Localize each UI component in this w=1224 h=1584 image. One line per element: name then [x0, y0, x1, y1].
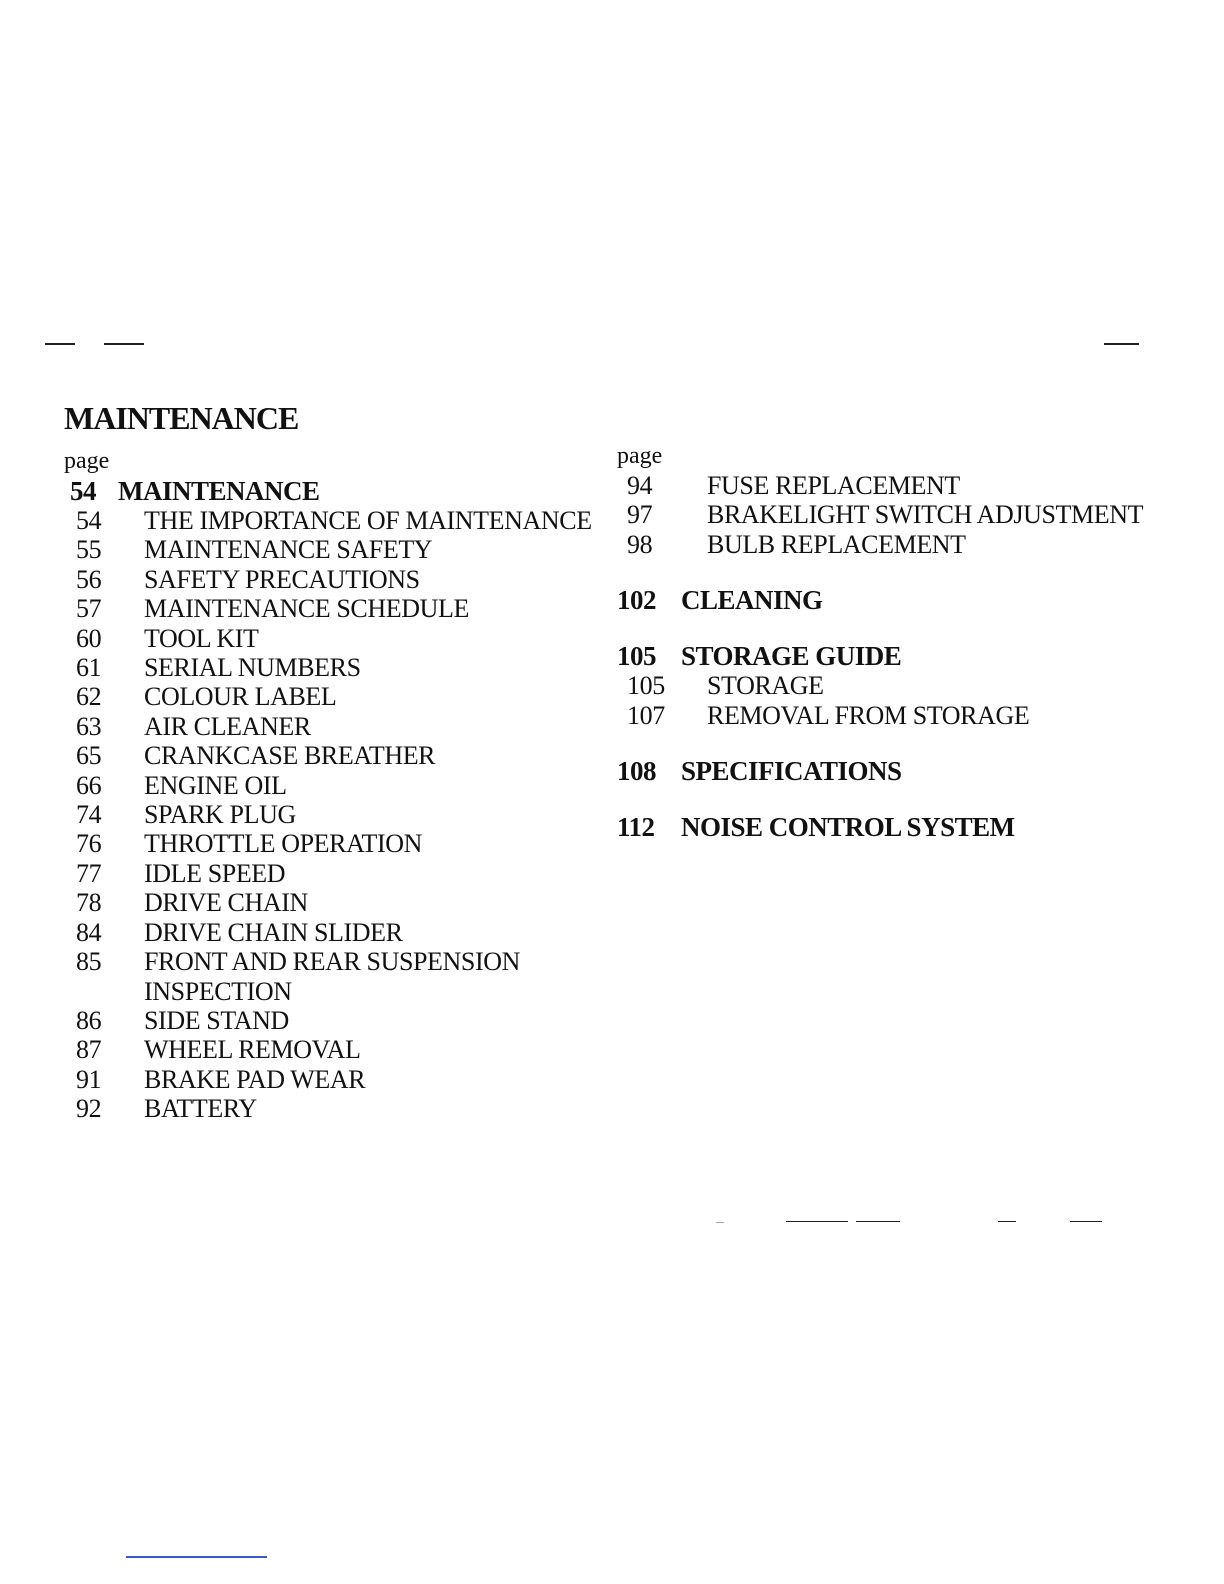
- toc-entry[interactable]: [64, 506, 604, 535]
- toc-page-number: 61: [76, 653, 102, 683]
- toc-page-number: 66: [76, 770, 102, 800]
- toc-entry[interactable]: [64, 1094, 604, 1123]
- toc-page-number: 60: [76, 623, 102, 653]
- toc-page-number: 62: [76, 682, 102, 712]
- toc-page-number: 102: [617, 585, 656, 616]
- toc-entry-title: FUSE REPLACEMENT: [707, 471, 960, 500]
- toc-entry-title: THROTTLE OPERATION: [144, 829, 423, 859]
- toc-right-column: [617, 443, 1177, 842]
- toc-entry-title: DRIVE CHAIN SLIDER: [144, 917, 403, 947]
- toc-entry[interactable]: [617, 671, 1177, 700]
- toc-page-number: 94: [627, 471, 653, 500]
- top-rule-right: [1104, 343, 1139, 345]
- toc-page-number: 107: [627, 700, 665, 730]
- toc-section-heading[interactable]: [617, 641, 1177, 671]
- toc-entry[interactable]: [617, 471, 1177, 500]
- toc-entry[interactable]: [64, 1065, 604, 1094]
- toc-page-number: 84: [76, 917, 102, 947]
- top-rule-left-1: [45, 343, 75, 345]
- toc-page-number: 76: [76, 829, 102, 859]
- toc-entry-title: BRAKE PAD WEAR: [144, 1064, 366, 1094]
- toc-section-title: STORAGE GUIDE: [681, 641, 902, 672]
- toc-entry-title: COLOUR LABEL: [144, 682, 337, 712]
- toc-page-number: 65: [76, 741, 102, 771]
- toc-entry-list: [617, 671, 1177, 730]
- toc-section-heading[interactable]: [64, 476, 604, 506]
- toc-page-number: 55: [76, 535, 102, 565]
- toc-entry[interactable]: [64, 535, 604, 564]
- toc-page-number: 105: [617, 641, 656, 672]
- toc-entry-title: DRIVE CHAIN: [144, 888, 308, 918]
- toc-entry[interactable]: [64, 829, 604, 858]
- toc-page-number: 86: [76, 1005, 102, 1035]
- toc-entry-title: SPARK PLUG: [144, 800, 296, 830]
- toc-page-number: 56: [76, 564, 102, 594]
- toc-section-title: SPECIFICATIONS: [681, 756, 902, 787]
- toc-page-number: 92: [76, 1094, 102, 1124]
- toc-entry-title: BATTERY: [144, 1094, 257, 1124]
- toc-entry-title: STORAGE: [707, 671, 824, 701]
- toc-entry[interactable]: [64, 800, 604, 829]
- bottom-rule-5: [1070, 1221, 1102, 1222]
- top-rule-left-2: [104, 343, 144, 345]
- toc-page-number: 91: [76, 1064, 102, 1094]
- toc-entry-title: BRAKELIGHT SWITCH ADJUSTMENT: [707, 500, 1144, 530]
- toc-page-number: 54: [70, 476, 96, 506]
- toc-left-column: [64, 448, 604, 1124]
- bottom-rule-4: [998, 1221, 1016, 1222]
- toc-entry-title: SAFETY PRECAUTIONS: [144, 564, 420, 594]
- toc-entry-title: AIR CLEANER: [144, 711, 311, 741]
- page-column-label: page: [617, 443, 663, 469]
- footer-blue-line: [126, 1556, 267, 1558]
- toc-entry[interactable]: [64, 918, 604, 947]
- toc-entry[interactable]: [64, 859, 604, 888]
- toc-entry[interactable]: [64, 624, 604, 653]
- toc-entry[interactable]: [64, 653, 604, 682]
- toc-entry[interactable]: [64, 594, 604, 623]
- toc-section-title: NOISE CONTROL SYSTEM: [681, 812, 1015, 843]
- toc-section-heading[interactable]: [617, 812, 1177, 842]
- toc-entry[interactable]: [64, 565, 604, 594]
- toc-entry-title: MAINTENANCE SAFETY: [144, 535, 433, 565]
- toc-section-title: MAINTENANCE: [118, 476, 320, 506]
- toc-entry[interactable]: [64, 771, 604, 800]
- page-title: MAINTENANCE: [64, 400, 299, 436]
- toc-page-number: 87: [76, 1035, 102, 1065]
- toc-section-heading[interactable]: [617, 756, 1177, 786]
- toc-entry-title: MAINTENANCE SCHEDULE: [144, 594, 469, 624]
- toc-page-number: 74: [76, 800, 102, 830]
- toc-page-number: 77: [76, 858, 102, 888]
- toc-page-number: 57: [76, 594, 102, 624]
- toc-entry-title: WHEEL REMOVAL: [144, 1035, 361, 1065]
- toc-entry-title: IDLE SPEED: [144, 858, 286, 888]
- toc-entry-title: ENGINE OIL: [144, 770, 287, 800]
- bottom-rule-1: [716, 1222, 724, 1223]
- toc-page-number: 85: [76, 947, 102, 977]
- toc-entry-title: BULB REPLACEMENT: [707, 529, 966, 559]
- toc-entry-title: THE IMPORTANCE OF MAINTENANCE: [144, 506, 592, 535]
- toc-page-number: 105: [627, 671, 665, 701]
- toc-entry-title: TOOL KIT: [144, 623, 259, 653]
- toc-entry-title: REMOVAL FROM STORAGE: [707, 700, 1030, 730]
- toc-page-number: 108: [617, 756, 656, 787]
- toc-page-number: 98: [627, 529, 653, 559]
- toc-section-title: CLEANING: [681, 585, 823, 616]
- toc-entry-title: FRONT AND REAR SUSPENSION INSPECTION: [144, 947, 520, 1006]
- toc-page-number: 78: [76, 888, 102, 918]
- toc-entry[interactable]: [64, 1035, 604, 1064]
- toc-entry-title: SERIAL NUMBERS: [144, 653, 361, 683]
- toc-entry[interactable]: [64, 888, 604, 917]
- toc-entry[interactable]: [64, 741, 604, 770]
- toc-page-number: 63: [76, 711, 102, 741]
- page-column-label: page: [64, 448, 110, 474]
- toc-entry[interactable]: [64, 947, 604, 1006]
- toc-page-number: 112: [617, 812, 655, 843]
- toc-entry[interactable]: [617, 500, 1177, 529]
- toc-entry[interactable]: [64, 712, 604, 741]
- toc-section-heading[interactable]: [617, 585, 1177, 615]
- bottom-rule-2: [786, 1221, 848, 1222]
- toc-page-number: 54: [76, 506, 102, 535]
- toc-entry[interactable]: [64, 1006, 604, 1035]
- toc-entry[interactable]: [64, 682, 604, 711]
- toc-entry[interactable]: [617, 701, 1177, 730]
- toc-entry-title: SIDE STAND: [144, 1005, 289, 1035]
- toc-entry-title: CRANKCASE BREATHER: [144, 741, 436, 771]
- toc-entry-list: [64, 506, 604, 1124]
- toc-entry[interactable]: [617, 530, 1177, 559]
- toc-page-number: 97: [627, 500, 653, 530]
- bottom-rule-3: [856, 1221, 900, 1222]
- toc-entry-list: [617, 471, 1177, 559]
